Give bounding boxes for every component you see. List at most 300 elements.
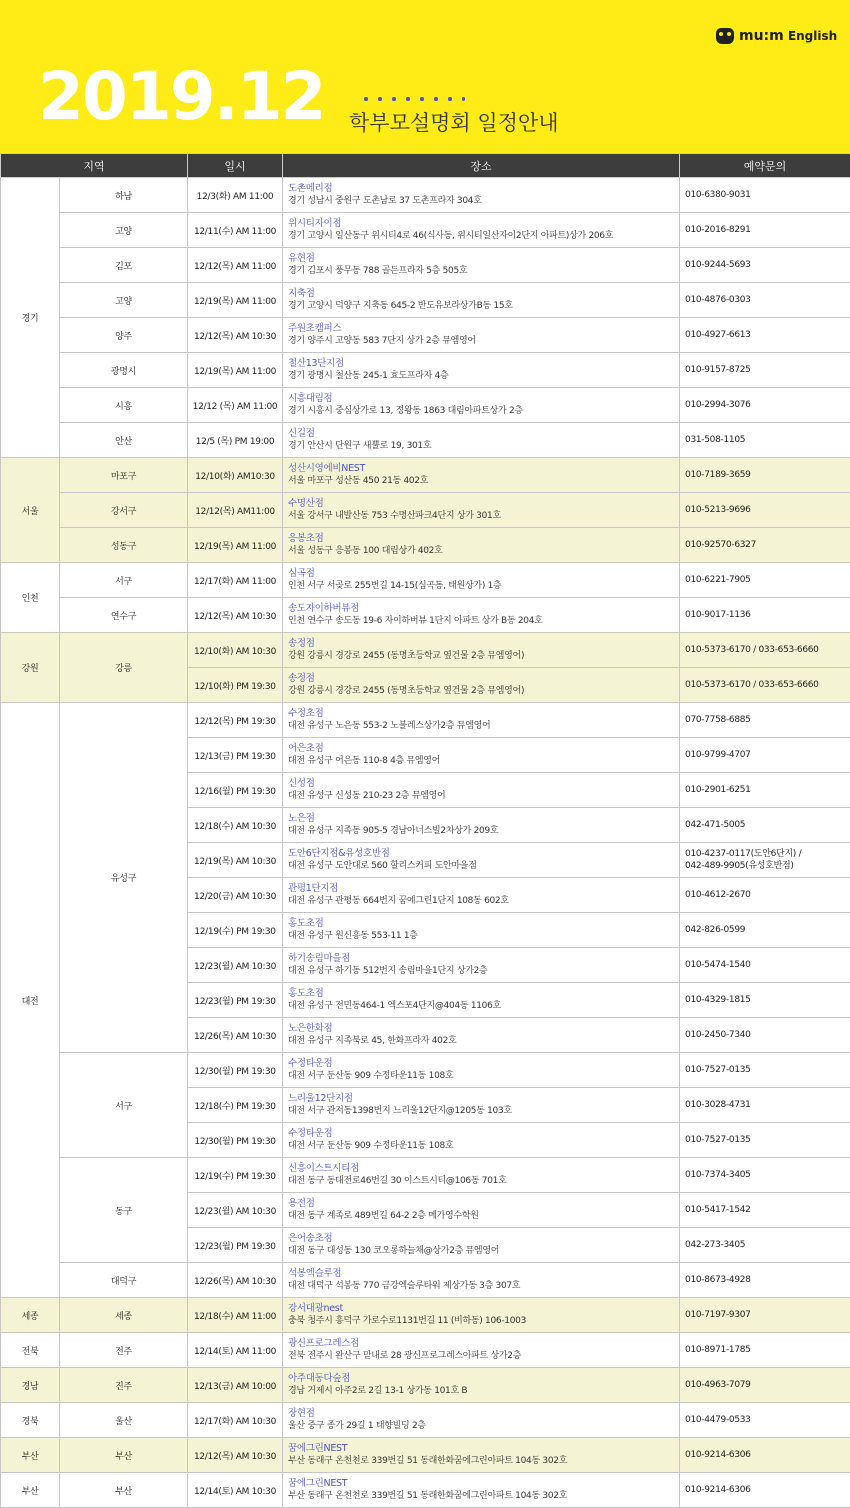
branch-name: 장현점: [288, 1408, 679, 1420]
phone-number: 031-508-1105: [685, 434, 850, 446]
branch-name: 유현점: [288, 253, 679, 265]
phone-number: 010-4876-0303: [685, 294, 850, 306]
table-row: [1, 283, 850, 318]
table-row: [1, 353, 850, 388]
branch-address: 강원 강릉시 경강로 2455 (동명초등학교 옆건물 2층 뮤엠영어): [288, 650, 679, 662]
phone-number: 010-5474-1540: [685, 959, 850, 971]
subregion-cell: 부산: [60, 1438, 188, 1473]
place-cell: [283, 283, 680, 318]
branch-address: 인천 서구 서곶로 255번길 14-15(심곡동, 태원상가) 1층: [288, 580, 679, 592]
branch-name: 은어송초점: [288, 1233, 679, 1245]
place-cell: [283, 738, 680, 773]
date-cell: 12/19(목) AM 11:00: [188, 528, 283, 563]
phone-number: 010-6380-9031: [685, 189, 850, 201]
date-cell: 12/26(목) AM 10:30: [188, 1018, 283, 1053]
branch-address: 대전 유성구 지족북로 45, 한화프라자 402호: [288, 1035, 679, 1047]
date-cell: 12/11(수) AM 11:00: [188, 213, 283, 248]
phone-number: 010-6221-7905: [685, 574, 850, 586]
date-cell: 12/12(목) AM11:00: [188, 493, 283, 528]
place-cell: [283, 528, 680, 563]
table-row: [1, 1333, 850, 1368]
branch-address: 대전 서구 둔산동 909 수정타운11동 108호: [288, 1070, 679, 1082]
subregion-cell: 울산: [60, 1403, 188, 1438]
table-row: [1, 1158, 850, 1193]
brand-logo: [716, 26, 837, 46]
branch-address: 대전 유성구 지족동 905-5 경남아너스빌2차상가 209호: [288, 825, 679, 837]
phone-number: 010-9244-5693: [685, 259, 850, 271]
region-cell: 부산: [1, 1473, 60, 1508]
date-cell: 12/23(월) AM 10:30: [188, 1193, 283, 1228]
date-cell: 12/30(월) PM 19:30: [188, 1053, 283, 1088]
branch-address: 충북 청주시 흥덕구 가로수로1131번길 11 (비하동) 106-1003: [288, 1315, 679, 1327]
place-cell: [283, 388, 680, 423]
branch-address: 대전 유성구 어은동 110-8 4층 뮤엠영어: [288, 755, 679, 767]
date-cell: 12/18(수) AM 11:00: [188, 1298, 283, 1333]
date-cell: 12/23(월) PM 19:30: [188, 1228, 283, 1263]
table-header: [1, 154, 850, 178]
subregion-cell: 대덕구: [60, 1263, 188, 1298]
place-cell: [283, 773, 680, 808]
branch-name: 강서대광nest: [288, 1303, 679, 1315]
date-cell: 12/19(수) PM 19:30: [188, 913, 283, 948]
subregion-cell: 시흥: [60, 388, 188, 423]
contact-cell: [680, 843, 850, 878]
contact-cell: [680, 983, 850, 1018]
phone-number: 010-4963-7079: [685, 1379, 850, 1391]
subregion-cell: 하남: [60, 178, 188, 213]
place-cell: [283, 948, 680, 983]
date-cell: 12/14(토) AM 11:00: [188, 1333, 283, 1368]
branch-address: 서울 성동구 응봉동 100 대림상가 402호: [288, 545, 679, 557]
phone-number: 010-2016-8291: [685, 224, 850, 236]
subregion-cell: 세종: [60, 1298, 188, 1333]
subregion-cell: 서구: [60, 563, 188, 598]
branch-address: 대전 유성구 관평동 664번지 꿈에그린1단지 108동 602호: [288, 895, 679, 907]
col-contact: 예약문의: [680, 154, 850, 178]
place-cell: [283, 1193, 680, 1228]
branch-address: 경기 광명시 철산동 245-1 효도프라자 4층: [288, 370, 679, 382]
place-cell: [283, 1473, 680, 1508]
contact-cell: [680, 283, 850, 318]
subregion-cell: 연수구: [60, 598, 188, 633]
branch-name: 신흥이스트시티점: [288, 1163, 679, 1175]
contact-cell: [680, 1438, 850, 1473]
place-cell: [283, 248, 680, 283]
phone-number: 010-9214-6306: [685, 1484, 850, 1496]
date-cell: 12/18(수) AM 10:30: [188, 808, 283, 843]
place-cell: [283, 178, 680, 213]
branch-name: 송정점: [288, 638, 679, 650]
phone-number-secondary: 042-489-9905(유성호반점): [685, 860, 850, 872]
region-cell: 인천: [1, 563, 60, 633]
table-row: [1, 423, 850, 458]
table-row: [1, 1298, 850, 1333]
subregion-cell: 동구: [60, 1158, 188, 1263]
branch-address: 대전 대덕구 석봉동 770 금강엑슬루타워 제상가동 3층 307호: [288, 1280, 679, 1292]
place-cell: [283, 493, 680, 528]
table-row: [1, 493, 850, 528]
decorative-dots: [364, 97, 465, 101]
branch-address: 대전 유성구 전민동464-1 엑스포4단지@404동 1106호: [288, 1000, 679, 1012]
branch-name: 꿈에그린NEST: [288, 1443, 679, 1455]
region-cell: 경남: [1, 1368, 60, 1403]
date-cell: 12/10(화) AM10:30: [188, 458, 283, 493]
contact-cell: [680, 248, 850, 283]
contact-cell: [680, 213, 850, 248]
region-cell: 전북: [1, 1333, 60, 1368]
date-cell: 12/23(월) PM 19:30: [188, 983, 283, 1018]
subregion-cell: 고양: [60, 283, 188, 318]
region-cell: 부산: [1, 1438, 60, 1473]
contact-cell: [680, 1158, 850, 1193]
subregion-cell: 진주: [60, 1368, 188, 1403]
schedule-table: [0, 153, 850, 1508]
table-row: [1, 388, 850, 423]
date-cell: 12/17(화) AM 11:00: [188, 563, 283, 598]
subregion-cell: 고양: [60, 213, 188, 248]
branch-address: 서울 강서구 내발산동 753 수명산파크4단지 상가 301호: [288, 510, 679, 522]
contact-cell: [680, 318, 850, 353]
branch-name: 철산13단지점: [288, 358, 679, 370]
date-cell: 12/19(수) PM 19:30: [188, 1158, 283, 1193]
phone-number: 010-2901-6251: [685, 784, 850, 796]
date-cell: 12/10(화) AM 10:30: [188, 633, 283, 668]
page-title: 2019.12: [38, 62, 325, 132]
header-banner: [0, 0, 850, 153]
phone-number: 010-4479-0533: [685, 1414, 850, 1426]
phone-number: 010-9017-1136: [685, 609, 850, 621]
region-cell: 강원: [1, 633, 60, 703]
branch-address: 강원 강릉시 경강로 2455 (동명초등학교 옆건물 2층 뮤엠영어): [288, 685, 679, 697]
branch-name: 관평1단지점: [288, 883, 679, 895]
place-cell: [283, 808, 680, 843]
date-cell: 12/17(화) AM 10:30: [188, 1403, 283, 1438]
subregion-cell: 부산: [60, 1473, 188, 1508]
branch-name: 광신프로그레스점: [288, 1338, 679, 1350]
contact-cell: [680, 1403, 850, 1438]
place-cell: [283, 1158, 680, 1193]
branch-name: 시흥대림점: [288, 393, 679, 405]
place-cell: [283, 1018, 680, 1053]
branch-address: 울산 중구 종가 29길 1 태향빌딩 2층: [288, 1420, 679, 1432]
place-cell: [283, 318, 680, 353]
contact-cell: [680, 1018, 850, 1053]
subregion-cell: 양주: [60, 318, 188, 353]
phone-number: 042-273-3405: [685, 1239, 850, 1251]
col-place: 장소: [283, 154, 680, 178]
contact-cell: [680, 458, 850, 493]
branch-address: 경기 양주시 고양동 583 7단지 상가 2층 뮤엠영어: [288, 335, 679, 347]
place-cell: [283, 423, 680, 458]
contact-cell: [680, 1368, 850, 1403]
table-row: [1, 528, 850, 563]
place-cell: [283, 633, 680, 668]
subregion-cell: 마포구: [60, 458, 188, 493]
phone-number: 010-5417-1542: [685, 1204, 850, 1216]
contact-cell: [680, 353, 850, 388]
branch-name: 주원초캠퍼스: [288, 323, 679, 335]
subregion-cell: 김포: [60, 248, 188, 283]
contact-cell: [680, 703, 850, 738]
contact-cell: [680, 1193, 850, 1228]
date-cell: 12/12(목) AM 11:00: [188, 248, 283, 283]
contact-cell: [680, 808, 850, 843]
branch-name: 느리울12단지점: [288, 1093, 679, 1105]
contact-cell: [680, 668, 850, 703]
contact-cell: [680, 1053, 850, 1088]
place-cell: [283, 213, 680, 248]
branch-name: 홍도초점: [288, 988, 679, 1000]
contact-cell: [680, 1228, 850, 1263]
subregion-cell: 강릉: [60, 633, 188, 703]
branch-name: 지축점: [288, 288, 679, 300]
place-cell: [283, 353, 680, 388]
region-cell: 서울: [1, 458, 60, 563]
phone-number: 010-8971-1785: [685, 1344, 850, 1356]
branch-name: 수명산점: [288, 498, 679, 510]
phone-number: 010-92570-6327: [685, 539, 850, 551]
table-row: [1, 213, 850, 248]
branch-address: 경기 성남시 중원구 도촌남로 37 도촌프라자 304호: [288, 195, 679, 207]
phone-number: 010-8673-4928: [685, 1274, 850, 1286]
place-cell: [283, 703, 680, 738]
branch-name: 심곡점: [288, 568, 679, 580]
contact-cell: [680, 913, 850, 948]
logo-suffix: English: [788, 29, 837, 43]
branch-name: 성산시영에비NEST: [288, 463, 679, 475]
date-cell: 12/26(목) AM 10:30: [188, 1263, 283, 1298]
branch-address: 경기 안산시 단원구 새뿔로 19, 301호: [288, 440, 679, 452]
date-cell: 12/12(목) PM 19:30: [188, 703, 283, 738]
region-cell: 경기: [1, 178, 60, 458]
subregion-cell: 유성구: [60, 703, 188, 1053]
contact-cell: [680, 563, 850, 598]
branch-name: 수정타운점: [288, 1128, 679, 1140]
phone-number: 070-7758-6885: [685, 714, 850, 726]
branch-address: 경기 김포시 풍무동 788 골든프라자 5층 505호: [288, 265, 679, 277]
page-subtitle: 학부모설명회 일정안내: [349, 107, 559, 137]
contact-cell: [680, 738, 850, 773]
phone-number: 010-7189-3659: [685, 469, 850, 481]
phone-number: 010-3028-4731: [685, 1099, 850, 1111]
phone-number: 010-4329-1815: [685, 994, 850, 1006]
contact-cell: [680, 1088, 850, 1123]
table-row: [1, 703, 850, 738]
branch-name: 신성점: [288, 778, 679, 790]
table-row: [1, 1438, 850, 1473]
region-cell: 대전: [1, 703, 60, 1298]
contact-cell: [680, 773, 850, 808]
subregion-cell: 안산: [60, 423, 188, 458]
contact-cell: [680, 1473, 850, 1508]
phone-number: 010-7197-9307: [685, 1309, 850, 1321]
table-row: [1, 1368, 850, 1403]
place-cell: [283, 458, 680, 493]
branch-address: 부산 동래구 온천천로 339번길 51 동래한화꿈에그린아파트 104동 302호: [288, 1455, 679, 1467]
branch-name: 수정초점: [288, 708, 679, 720]
branch-address: 대전 유성구 노은동 553-2 노블레스상가2층 뮤엠영어: [288, 720, 679, 732]
branch-name: 석봉엑슬루점: [288, 1268, 679, 1280]
branch-address: 부산 동래구 온천천로 339번길 51 동래한화꿈에그린아파트 104동 302호: [288, 1490, 679, 1502]
branch-address: 대전 동구 동대전로46번길 30 이스트시티@106동 701호: [288, 1175, 679, 1187]
phone-number: 010-2450-7340: [685, 1029, 850, 1041]
table-row: [1, 178, 850, 213]
branch-address: 서울 마포구 성산동 450 21동 402호: [288, 475, 679, 487]
contact-cell: [680, 1298, 850, 1333]
place-cell: [283, 1053, 680, 1088]
phone-number: 010-9799-4707: [685, 749, 850, 761]
branch-address: 대전 유성구 도안대로 560 할리스커피 도안마을점: [288, 860, 679, 872]
branch-address: 전북 전주시 완산구 맏내로 28 광신프로그레스아파트 상가2층: [288, 1350, 679, 1362]
date-cell: 12/19(목) AM 11:00: [188, 353, 283, 388]
place-cell: [283, 1368, 680, 1403]
place-cell: [283, 843, 680, 878]
region-cell: 경북: [1, 1403, 60, 1438]
region-cell: 세종: [1, 1298, 60, 1333]
logo-text: mu:m: [739, 28, 784, 44]
branch-address: 경남 거제시 아주2로 2길 13-1 상가동 101호 B: [288, 1385, 679, 1397]
phone-number: 010-7527-0135: [685, 1064, 850, 1076]
place-cell: [283, 1228, 680, 1263]
place-cell: [283, 598, 680, 633]
date-cell: 12/18(수) PM 19:30: [188, 1088, 283, 1123]
branch-address: 대전 서구 둔산동 909 수정타운11동 108호: [288, 1140, 679, 1152]
table-row: [1, 458, 850, 493]
branch-name: 도안6단지점&유성호반점: [288, 848, 679, 860]
table-row: [1, 1053, 850, 1088]
branch-address: 대전 유성구 원신흥동 553-11 1층: [288, 930, 679, 942]
contact-cell: [680, 1263, 850, 1298]
date-cell: 12/13(금) PM 19:30: [188, 738, 283, 773]
branch-address: 대전 동구 계족로 489번길 64-2 2층 메가영수학원: [288, 1210, 679, 1222]
branch-name: 아주대동다숲점: [288, 1373, 679, 1385]
table-row: [1, 1403, 850, 1438]
contact-cell: [680, 598, 850, 633]
place-cell: [283, 1438, 680, 1473]
table-row: [1, 563, 850, 598]
subregion-cell: 서구: [60, 1053, 188, 1158]
date-cell: 12/3(화) AM 11:00: [188, 178, 283, 213]
date-cell: 12/23(월) AM 10:30: [188, 948, 283, 983]
date-cell: 12/5 (목) PM 19:00: [188, 423, 283, 458]
phone-number: 010-5373-6170 / 033-653-6660: [685, 679, 850, 691]
date-cell: 12/14(토) AM 10:30: [188, 1473, 283, 1508]
place-cell: [283, 878, 680, 913]
place-cell: [283, 1123, 680, 1158]
date-cell: 12/30(월) PM 19:30: [188, 1123, 283, 1158]
branch-name: 송정점: [288, 673, 679, 685]
branch-name: 수정타운점: [288, 1058, 679, 1070]
branch-name: 하기송림마을점: [288, 953, 679, 965]
phone-number: 010-5213-9696: [685, 504, 850, 516]
branch-address: 경기 고양시 일산동구 위시티4로 46(식사동, 위시티일산자이2단지 아파트)상가 206호: [288, 230, 679, 242]
table-row: [1, 318, 850, 353]
subregion-cell: 강서구: [60, 493, 188, 528]
contact-cell: [680, 878, 850, 913]
phone-number: 010-7527-0135: [685, 1134, 850, 1146]
branch-name: 송도자이하버뷰점: [288, 603, 679, 615]
branch-name: 홍도초점: [288, 918, 679, 930]
date-cell: 12/12(목) AM 10:30: [188, 1438, 283, 1473]
table-row: [1, 633, 850, 668]
branch-address: 대전 서구 관저동1398번지 느리울12단지@1205동 103호: [288, 1105, 679, 1117]
branch-name: 어은초점: [288, 743, 679, 755]
date-cell: 12/12 (목) AM 11:00: [188, 388, 283, 423]
place-cell: [283, 563, 680, 598]
phone-number: 010-4237-0117(도안6단지) /: [685, 848, 850, 860]
branch-address: 인천 연수구 송도동 19-6 자이하버뷰 1단지 아파트 상가 B동 204호: [288, 615, 679, 627]
branch-name: 노은점: [288, 813, 679, 825]
branch-address: 경기 고양시 덕양구 지축동 645-2 반도유보라상가B동 15호: [288, 300, 679, 312]
place-cell: [283, 1088, 680, 1123]
date-cell: 12/10(화) PM 19:30: [188, 668, 283, 703]
contact-cell: [680, 1123, 850, 1158]
col-date: 일시: [188, 154, 283, 178]
branch-address: 대전 동구 대성동 130 코오롱하늘채@상가2층 뮤엠영어: [288, 1245, 679, 1257]
subregion-cell: 전주: [60, 1333, 188, 1368]
date-cell: 12/13(금) AM 10:00: [188, 1368, 283, 1403]
contact-cell: [680, 633, 850, 668]
table-row: [1, 248, 850, 283]
place-cell: [283, 668, 680, 703]
branch-name: 용전점: [288, 1198, 679, 1210]
phone-number: 010-4612-2670: [685, 889, 850, 901]
place-cell: [283, 1263, 680, 1298]
branch-address: 경기 시흥시 중심상가로 13, 정왕동 1863 대림아파트상가 2층: [288, 405, 679, 417]
contact-cell: [680, 388, 850, 423]
subregion-cell: 성동구: [60, 528, 188, 563]
contact-cell: [680, 948, 850, 983]
branch-name: 응봉초점: [288, 533, 679, 545]
date-cell: 12/12(목) AM 10:30: [188, 318, 283, 353]
branch-name: 신길점: [288, 428, 679, 440]
place-cell: [283, 1333, 680, 1368]
phone-number: 010-4927-6613: [685, 329, 850, 341]
place-cell: [283, 983, 680, 1018]
date-cell: 12/20(금) AM 10:30: [188, 878, 283, 913]
branch-name: 꿈에그린NEST: [288, 1478, 679, 1490]
subregion-cell: 광명시: [60, 353, 188, 388]
owl-icon: [716, 28, 734, 44]
branch-name: 위시티자이점: [288, 218, 679, 230]
table-row: [1, 1473, 850, 1508]
contact-cell: [680, 178, 850, 213]
phone-number: 042-471-5005: [685, 819, 850, 831]
branch-name: 도촌메리점: [288, 183, 679, 195]
phone-number: 042-826-0599: [685, 924, 850, 936]
phone-number: 010-7374-3405: [685, 1169, 850, 1181]
branch-name: 노은한화점: [288, 1023, 679, 1035]
date-cell: 12/12(목) AM 10:30: [188, 598, 283, 633]
place-cell: [283, 1403, 680, 1438]
contact-cell: [680, 1333, 850, 1368]
branch-address: 대전 유성구 신성동 210-23 2층 뮤엠영어: [288, 790, 679, 802]
col-region: 지역: [1, 154, 188, 178]
branch-address: 대전 유성구 하기동 512번지 송림마을1단지 상가2층: [288, 965, 679, 977]
date-cell: 12/19(목) AM 11:00: [188, 283, 283, 318]
table-row: [1, 1263, 850, 1298]
phone-number: 010-9157-8725: [685, 364, 850, 376]
table-row: [1, 598, 850, 633]
contact-cell: [680, 423, 850, 458]
contact-cell: [680, 493, 850, 528]
place-cell: [283, 1298, 680, 1333]
date-cell: 12/19(목) AM 10:30: [188, 843, 283, 878]
place-cell: [283, 913, 680, 948]
phone-number: 010-5373-6170 / 033-653-6660: [685, 644, 850, 656]
contact-cell: [680, 528, 850, 563]
phone-number: 010-2994-3076: [685, 399, 850, 411]
